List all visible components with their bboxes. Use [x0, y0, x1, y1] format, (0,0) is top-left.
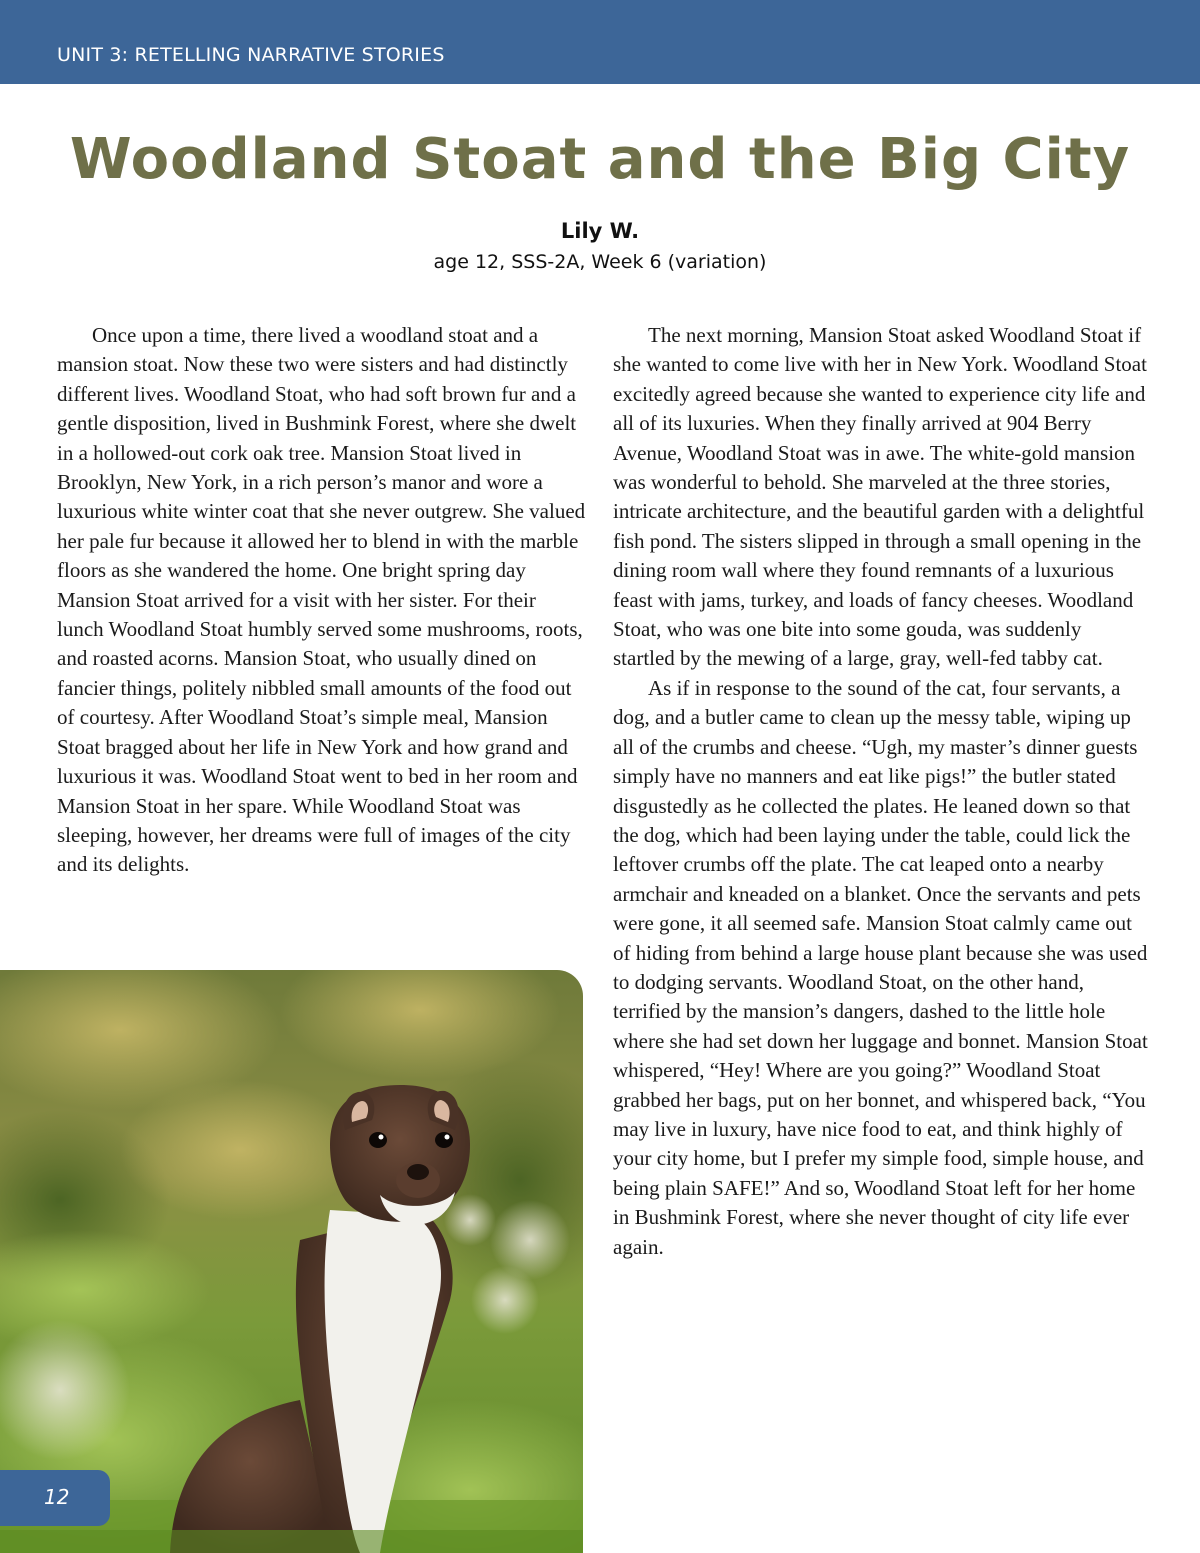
story-paragraph-3: As if in response to the sound of the cat, four servants, a dog, and a butler came to clean up the messy table, wiping up all of the crumbs and cheese. “Ugh, my master’s dinner guests simply have no manners and eat like pigs!” the butler stated disgustedly as he collected the plates. He leaned down so that the dog, which had been laying under the table, could lick the leftover crumbs off the plate. The cat leaped onto a nearby armchair and kneaded on a blanket. Once the servants and pets were gone, it all seemed safe. Mansion Stoat calmly came out of hiding from behind a large house plant because she was used to dodging servants. Woodland Stoat, on the other hand, terrified by the mansion’s dangers, dashed to the little hole where she had set down her luggage and bonnet. Mansion Stoat whispered, “Hey! Where are you going?” Woodland Stoat grabbed her bags, put on her bonnet, and whispered back, “You may live in luxury, have nice food to eat, and think highly of your city home, but I prefer my simple food, simple house, and being plain SAFE!” And so, Woodland Stoat left for her home in Bushmink Forest, where she never thought of city life ever again.: [613, 675, 1148, 1259]
header-bar: [0, 0, 1200, 84]
story-paragraph-1: Once upon a time, there lived a woodland stoat and a mansion stoat. Now these two were sisters and had distinctly different lives. Woodland Stoat, who had soft brown fur and a gentle disposition, lived in Bushmink Forest, where she dwelt in a hollowed-out cork oak tree. Mansion Stoat lived in Brooklyn, New York, in a rich person’s manor and wore a luxurious white winter coat that she never outgrew. She valued her pale fur because it allowed her to blend in with the marble floors as she wandered the home. One bright spring day Mansion Stoat arrived for a visit with her sister. For their lunch Woodland Stoat humbly served some mushrooms, roots, and roasted acorns. Mansion Stoat, who usually dined on fancier things, politely nibbled small amounts of the food out of courtesy. After Woodland Stoat’s simple meal, Mansion Stoat bragged about her life in New York and how grand and luxurious it was. Woodland Stoat went to bed in her room and Mansion Stoat in her spare. While Woodland Stoat was sleeping, however, her dreams were full of images of the city and its delights.: [57, 323, 586, 877]
page-number: 12: [44, 1485, 70, 1509]
left-column: [57, 321, 587, 880]
author-byline: age 12, SSS-2A, Week 6 (variation): [433, 251, 767, 273]
story-paragraph-2: The next morning, Mansion Stoat asked Woodland Stoat if she wanted to come live with her in New York. Woodland Stoat excitedly agreed because she wanted to experience city life and all of its luxuries. When they finally arrived at 904 Berry Avenue, Woodland Stoat was in awe. The white-gold mansion was wonderful to behold. She marveled at the three stories, intricate architecture, and the beautiful garden with a delightful fish pond. The sisters slipped in through a small opening in the dining room wall where they found remnants of a luxurious feast with jams, turkey, and loads of fancy cheeses. Woodland Stoat, who was one bite into some gouda, was suddenly startled by the mewing of a large, gray, well-fed tabby cat.: [613, 323, 1147, 671]
right-column: [613, 321, 1148, 1262]
author-name: Lily W.: [560, 219, 640, 243]
unit-label: UNIT 3: RETELLING NARRATIVE STORIES: [57, 44, 445, 66]
page-number-tab: [0, 1470, 110, 1526]
stoat-photo: [0, 970, 583, 1553]
story-title: Woodland Stoat and the Big City: [69, 127, 1131, 192]
